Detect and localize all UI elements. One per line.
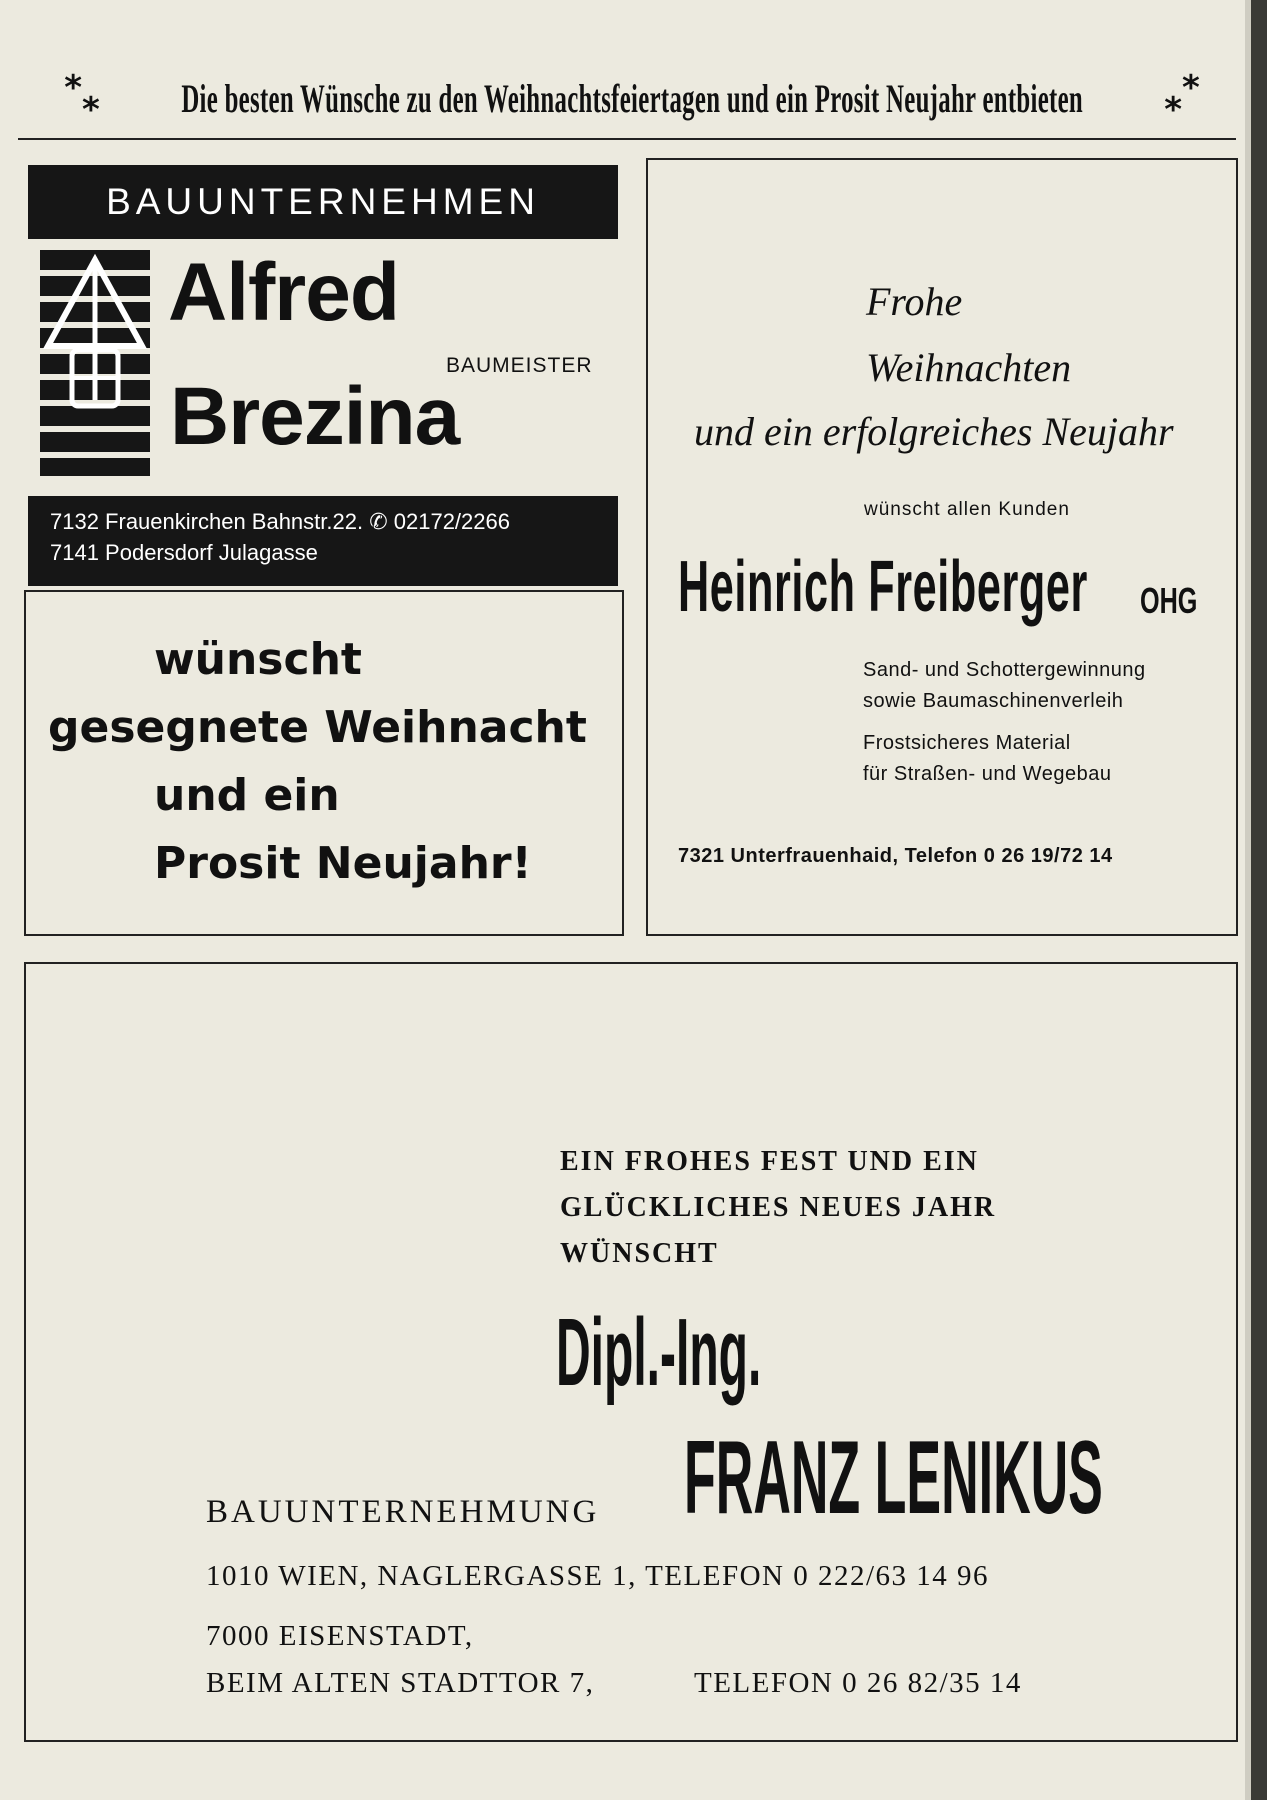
page-binding-shadow bbox=[1251, 0, 1267, 1800]
brezina-wish-line: gesegnete Weihnacht bbox=[48, 702, 587, 753]
brezina-address-block bbox=[28, 496, 618, 586]
freiberger-service: sowie Baumaschinenverleih bbox=[863, 690, 1124, 712]
brezina-address-line: 7141 Podersdorf Julagasse bbox=[50, 540, 318, 565]
lenikus-wish-line: GLÜCKLICHES NEUES JAHR bbox=[560, 1192, 997, 1223]
lenikus-business-type: BAUUNTERNEHMUNG bbox=[206, 1494, 600, 1530]
brezina-logo-icon bbox=[40, 250, 150, 476]
brezina-title: BAUMEISTER bbox=[446, 354, 593, 377]
headline-text: Die besten Wünsche zu den Weihnachtsfeiertagen und ein Prosit Neujahr entbieten bbox=[181, 75, 1083, 121]
freiberger-service: für Straßen- und Wegebau bbox=[863, 763, 1112, 785]
freiberger-greeting-to: wünscht allen Kunden bbox=[864, 499, 1070, 520]
lenikus-wish-line: EIN FROHES FEST UND EIN bbox=[560, 1146, 979, 1177]
brezina-first-name: Alfred bbox=[168, 247, 399, 338]
brezina-wish-box bbox=[24, 590, 624, 936]
freiberger-greeting-line: Weihnachten bbox=[866, 345, 1072, 390]
lenikus-degree: Dipl.-Ing. bbox=[556, 1299, 762, 1406]
headline-rule bbox=[18, 138, 1236, 140]
lenikus-name: FRANZ LENIKUS bbox=[684, 1420, 1103, 1536]
brezina-banner: BAUUNTERNEHMEN bbox=[28, 165, 618, 239]
freiberger-service: Frostsicheres Material bbox=[863, 732, 1071, 754]
freiberger-service: Sand- und Schottergewinnung bbox=[863, 659, 1146, 681]
freiberger-greeting-line: und ein erfolgreiches Neujahr bbox=[694, 409, 1174, 454]
star-icon: * bbox=[64, 68, 83, 108]
brezina-wish-line: wünscht bbox=[154, 634, 362, 685]
lenikus-address-eisenstadt: BEIM ALTEN STADTTOR 7, bbox=[206, 1667, 595, 1699]
freiberger-contact: 7321 Unterfrauenhaid, Telefon 0 26 19/72 14 bbox=[678, 845, 1113, 867]
star-icon: * bbox=[82, 90, 100, 130]
brezina-wish-line: und ein bbox=[154, 770, 340, 821]
lenikus-phone-eisenstadt: TELEFON 0 26 82/35 14 bbox=[694, 1667, 1022, 1699]
star-icon: * bbox=[1181, 68, 1200, 108]
freiberger-greeting-line: Frohe bbox=[866, 279, 963, 324]
brezina-wish-line: Prosit Neujahr! bbox=[154, 838, 532, 889]
page-headline bbox=[22, 62, 1242, 134]
brezina-address-line: 7132 Frauenkirchen Bahnstr.22. ✆ 02172/2266 bbox=[50, 509, 510, 534]
star-icon: * bbox=[1164, 90, 1182, 130]
freiberger-company-name: Heinrich Freiberger bbox=[678, 547, 1088, 627]
brezina-last-name: Brezina bbox=[170, 371, 460, 462]
lenikus-address-eisenstadt: 7000 EISENSTADT, bbox=[206, 1620, 474, 1652]
lenikus-address-vienna: 1010 WIEN, NAGLERGASSE 1, TELEFON 0 222/63 14 96 bbox=[206, 1560, 990, 1592]
freiberger-company-suffix: OHG bbox=[1140, 580, 1198, 621]
lenikus-wish-line: WÜNSCHT bbox=[560, 1238, 719, 1269]
